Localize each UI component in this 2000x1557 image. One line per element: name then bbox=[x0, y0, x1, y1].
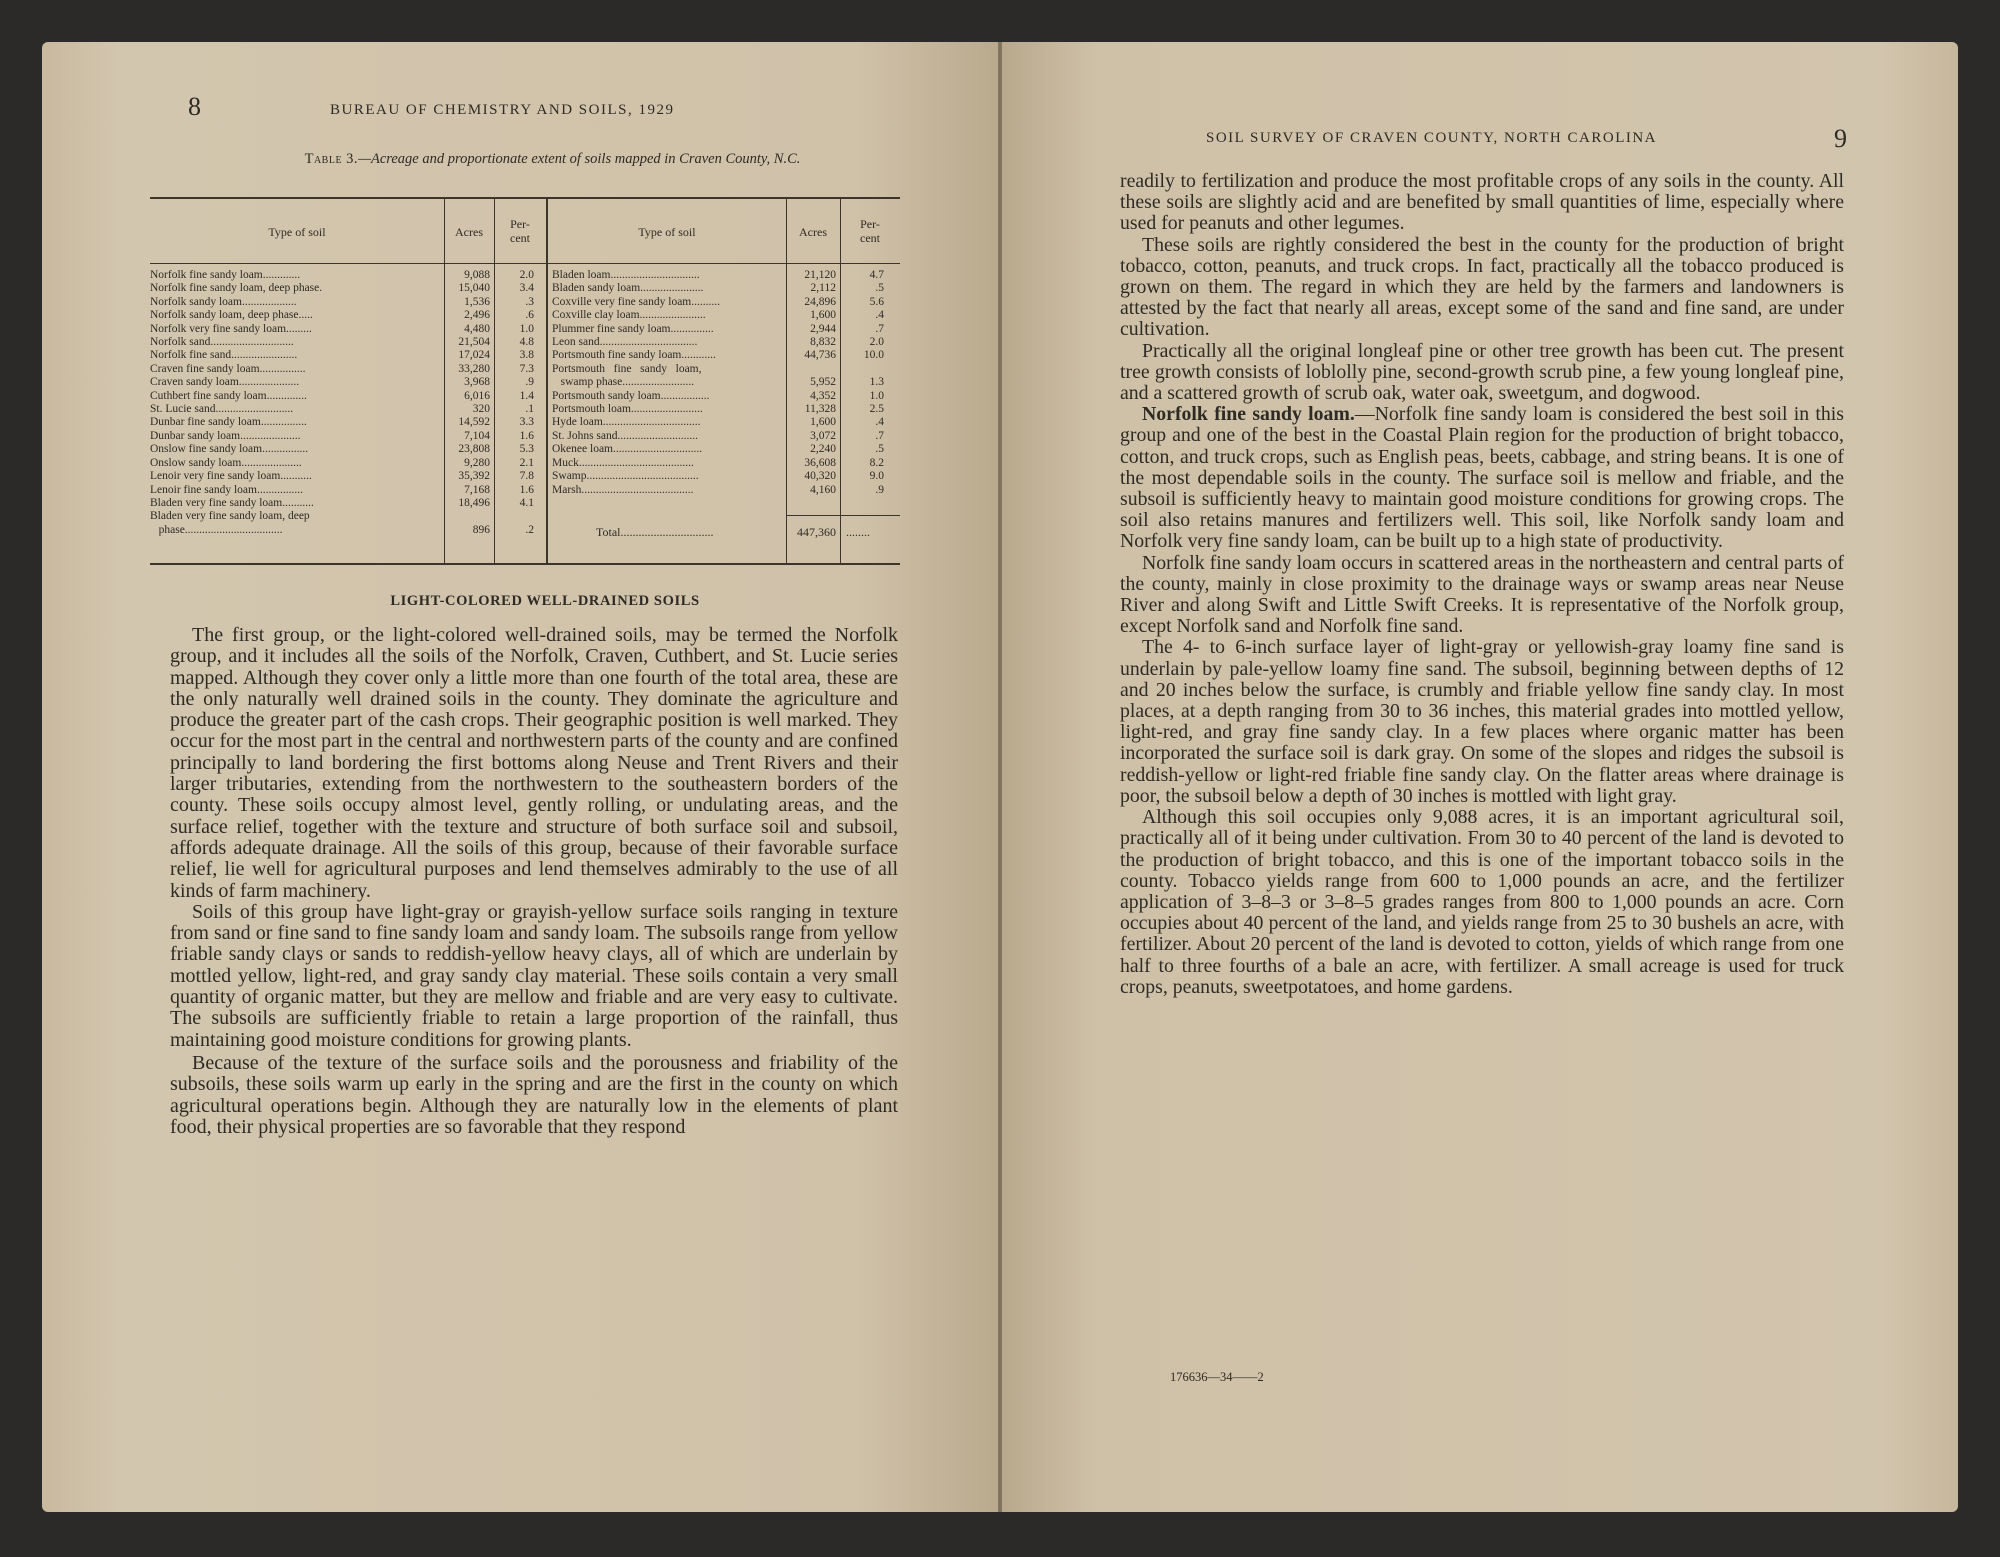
right-running-head: SOIL SURVEY OF CRAVEN COUNTY, NORTH CAROLINA bbox=[1206, 130, 1658, 146]
left-soil-names: Norfolk fine sandy loam............. Norfolk fine sandy loam, deep phase. Norfolk sandy loam................... Norfolk sandy loam, deep phase..... Norfolk very fine sandy loam......... Norfolk sand............................. Norfolk fine sand....................... Craven fine sandy loam................ Craven sandy loam..................... Cuthbert fine sandy loam.............. St. Lucie sand........................... Dunbar fine sandy loam................ Dunbar sandy loam..................... Onslow fine sandy loam................ Onslow sandy loam..................... Lenoir very fine sandy loam........... Lenoir fine sandy loam................ Bladen very fine sandy loam........... Bladen very fine sandy loam, deep phase.................................. bbox=[150, 269, 323, 536]
table-vline bbox=[494, 199, 495, 563]
table-vline bbox=[546, 199, 548, 563]
paragraph: Practically all the original longleaf pine or other tree growth has been cut. The present tree growth consists of loblolly pine, second-growth scrub pine, a few young longleaf pine, and a scattered growth of scrub oak, water oak, sweetgum, and dogwood. bbox=[1120, 339, 1844, 405]
table-caption-text: —Acreage and proportionate extent of soils mapped in Craven County, N.C. bbox=[358, 151, 801, 167]
right-body-text bbox=[1120, 171, 1844, 998]
table-header-rule bbox=[150, 263, 900, 264]
total-percent: ........ bbox=[846, 525, 870, 539]
right-acres-column: 21,120 2,112 24,896 1,600 2,944 8,832 44,736 5,952 4,352 11,328 1,600 3,072 2,240 36,608 40,320 4,160 bbox=[804, 269, 836, 496]
soil-heading: Norfolk fine sandy loam. bbox=[1142, 403, 1355, 426]
right-soil-names: Bladen loam............................... Bladen sandy loam...................... Coxville very fine sandy loam.......... Coxville clay loam....................... Plummer fine sandy loam............... Leon sand.................................. Portsmouth fine sandy loam............ Portsmouth fine sandy loam, swamp phase......................... Portsmouth sandy loam................. Portsmouth loam......................... Hyde loam.................................. St. Johns sand............................ Okenee loam............................... Muck........................................ Swamp....................................... Marsh....................................... bbox=[552, 269, 720, 496]
paragraph: The first group, or the light-colored well-drained soils, may be termed the Norfolk group, and it includes all the soils of the Norfolk, Craven, Cuthbert, and St. Lucie series mapped. Although they cover only a little more than one fourth of the total area, these are the only naturally well drained soils in the county. They dominate the agriculture and produce the greater part of the cash crops. Their geographic position is well marked. They occur for the most part in the central and northwestern parts of the county and are confined principally to land bordering the first bottoms along Neuse and Trent Rivers and their larger tributaries, extending from the northwestern to the southeastern borders of the county. These soils occupy almost level, gently rolling, or undulating areas, and the surface relief, together with the texture and structure of both surface soil and subsoil, affords adequate drainage. All the soils of this group, because of their favorable surface relief, lie well for agricultural purposes and lend themselves admirably to the use of all kinds of farm machinery. bbox=[170, 624, 898, 902]
paragraph-rest: —Norfolk fine sandy loam is considered the best soil in this group and one of the best in the Coastal Plain region for the production of bright tobacco, cotton, and truck crops, such as English peas, beets, cabbage, and string beans. It is one of the most dependable soils in the county. The surface soil is mellow and friable, and the subsoil is sufficiently heavy to maintain good moisture conditions for growing crops. The soil also retains manures and fertilizers well. This soil, like Norfolk sandy loam and Norfolk very fine sandy loam, can be built up to a high state of productivity. bbox=[1120, 403, 1844, 553]
paragraph: Soils of this group have light-gray or grayish-yellow surface soils ranging in texture from sand or fine sand to fine sandy loam and sandy loam. The subsoils range from yellow friable sandy clays or sands to reddish-yellow heavy clays, all of which are underlain by mottled yellow, light-red, and gray sandy clay material. These soils contain a very small quantity of organic matter, but they are mellow and friable and are very easy to cultivate. The subsoils are sufficiently friable to retain a large proportion of the rainfall, thus maintaining good moisture conditions for growing plants. bbox=[170, 900, 898, 1051]
header-percent-2: Per- cent bbox=[860, 217, 880, 245]
paragraph: Because of the texture of the surface soils and the porousness and friability of the subsoils, these soils warm up early in the spring and are the first in the county on which agricultural operations begin. Although they are naturally low in the elements of plant food, their physical properties are so favorable that they respond bbox=[170, 1051, 898, 1138]
paragraph-continued: readily to fertilization and produce the most profitable crops of any soils in the county. All these soils are slightly acid and are benefited by small quantities of lime, especially where used for peanuts and other legumes. bbox=[1120, 170, 1844, 235]
header-percent: Per- cent bbox=[510, 217, 530, 245]
header-type-of-soil: Type of soil bbox=[268, 225, 326, 239]
header-type-of-soil-2: Type of soil bbox=[638, 225, 696, 239]
table-vline bbox=[786, 199, 787, 563]
paragraph: Norfolk fine sandy loam occurs in scattered areas in the northeastern and central parts of the county, mainly in close proximity to the drainage ways or swamp areas near Neuse River and along Swift and Little Swift Creeks. It is representative of the Norfolk group, except Norfolk sand and Norfolk fine sand. bbox=[1120, 551, 1844, 638]
footer-code: 176636—34——2 bbox=[1170, 1370, 1264, 1384]
header-acres: Acres bbox=[455, 225, 483, 239]
table-top-rule bbox=[150, 197, 900, 199]
table-caption-label: Table 3. bbox=[304, 151, 359, 167]
total-acres: 447,360 bbox=[797, 525, 836, 539]
section-heading: LIGHT-COLORED WELL-DRAINED SOILS bbox=[390, 593, 700, 609]
total-rule bbox=[786, 515, 900, 516]
paragraph: Although this soil occupies only 9,088 acres, it is an important agricultural soil, practically all of it being under cultivation. From 30 to 40 percent of the land is devoted to the production of bright tobacco, and this is one of the important tobacco soils in the county. Tobacco yields range from 600 to 1,000 pounds an acre, and the fertilizer application of 3–8–3 or 3–8–5 grades ranges from 800 to 1,000 pounds an acre. Corn occupies about 40 percent of the land, and yields range from 25 to 30 bushels an acre, with fertilizer. About 20 percent of the land is devoted to cotton, yields of which range from one half to three fourths of a bale an acre, with fertilizer. A small acreage is used for truck crops, peanuts, sweetpotatoes, and home gardens. bbox=[1120, 806, 1844, 998]
table-caption bbox=[190, 150, 915, 168]
paragraph: The 4- to 6-inch surface layer of light-gray or yellowish-gray loamy fine sand is underlain by pale-yellow loamy fine sand. The subsoil, beginning between depths of 12 and 20 inches below the surface, is crumbly and friable yellow fine sandy clay. In most places, at a depth ranging from 30 to 36 inches, this material grades into mottled yellow, light-red, and gray fine sandy clay. In a few places where organic matter has been incorporated the surface soil is dark gray. On some of the slopes and ridges the subsoil is reddish-yellow or light-red friable fine sandy clay. On the flatter areas where drainage is poor, the subsoil below a depth of 30 inches is mottled with light gray. bbox=[1120, 636, 1844, 807]
table-bottom-rule bbox=[150, 563, 900, 565]
left-running-head: BUREAU OF CHEMISTRY AND SOILS, 1929 bbox=[330, 102, 675, 118]
right-percent-column: 4.7 .5 5.6 .4 .7 2.0 10.0 1.3 1.0 2.5 .4 .7 .5 8.2 9.0 .9 bbox=[863, 269, 884, 496]
paragraph: These soils are rightly considered the best in the county for the production of bright tobacco, cotton, peanuts, and truck crops. In fact, practically all the tobacco produced is grown on them. The regard in which they are held by the farmers and landowners is attested by the fact that nearly all areas, except some of the sand and fine sand, are under cultivation. bbox=[1120, 233, 1844, 341]
left-percent-column: 2.0 3.4 .3 .6 1.0 4.8 3.8 7.3 .9 1.4 .1 3.3 1.6 5.3 2.1 7.8 1.6 4.1 .2 bbox=[519, 269, 534, 536]
table-vline bbox=[840, 199, 841, 563]
right-page-number: 9 bbox=[1834, 124, 1847, 153]
table-vline bbox=[444, 199, 445, 563]
soil-acreage-table bbox=[150, 167, 900, 565]
left-page-number: 8 bbox=[188, 92, 201, 121]
header-acres-2: Acres bbox=[799, 225, 827, 239]
left-body-text bbox=[170, 625, 898, 1138]
paragraph-norfolk-fine-sandy-loam bbox=[1120, 404, 1844, 552]
left-acres-column: 9,088 15,040 1,536 2,496 4,480 21,504 17,024 33,280 3,968 6,016 320 14,592 7,104 23,808 9,280 35,392 7,168 18,496 896 bbox=[458, 269, 490, 536]
total-label: Total............................... bbox=[596, 525, 714, 539]
